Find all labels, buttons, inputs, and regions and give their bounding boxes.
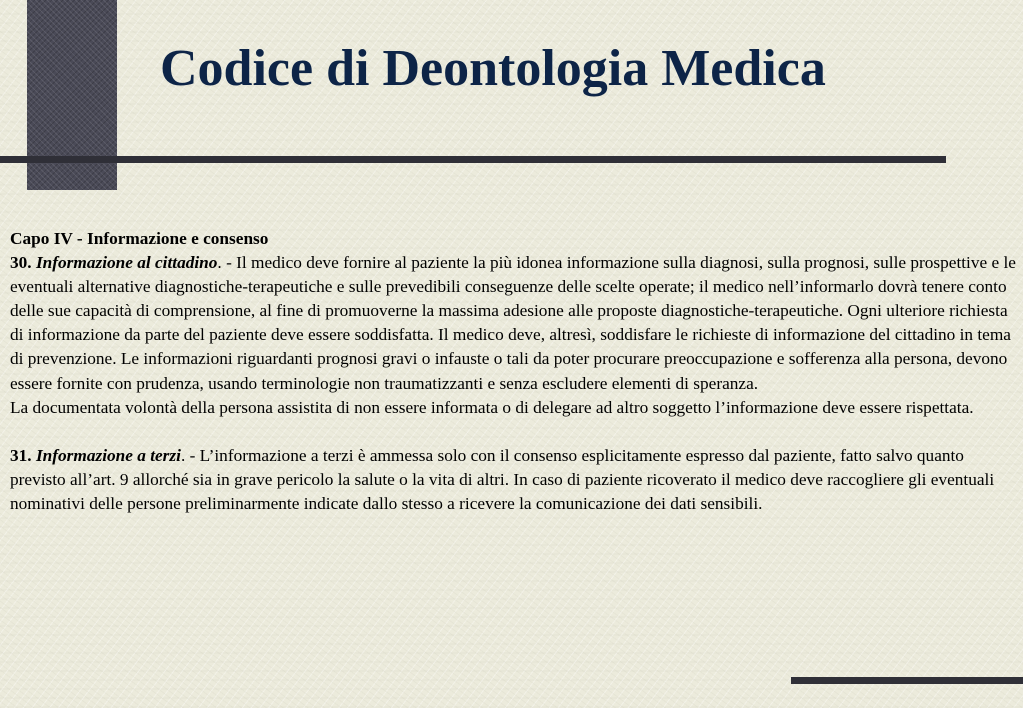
article-30-text-1: . - Il medico deve fornire al paziente la più idonea informazione sulla diagnosi, sulla prognosi, sulle prospettive e le eventuali alternative diagnostiche-terapeutiche e sulle prevedibili conseguenze delle scelte operate; il medico nell’informarlo dovrà tenere conto delle sue capacità di comprensione, al fine di promuoverne la massima adesione alle proposte diagnostiche-terapeutiche. Ogni ulteriore richiesta di informazione da parte del paziente deve essere soddisfatta. Il medico deve, altresì, soddisfare le richieste di informazione del cittadino in tema di prevenzione. Le informazioni riguardanti prognosi gravi o infauste o tali da poter procurare preoccupazione e sofferenza alla persona, devono essere fornite con prudenza, usando terminologie non traumatizzanti e senza escludere elementi di speranza. bbox=[10, 253, 1016, 393]
article-31-number: 31. bbox=[10, 445, 32, 465]
article-30-number: 30. bbox=[10, 253, 32, 273]
article-31-text-1: . - L’informazione a terzi è ammessa solo con il consenso esplicitamente espresso dal paziente, fatto salvo quanto previsto all’art. 9 allorché sia in grave pericolo la salute o la vita di altri. In caso di paziente ricoverato il medico deve raccogliere gli eventuali nominativi delle persone preliminarmente indicate dallo stesso a ricevere la comunicazione dei dati sensibili. bbox=[10, 445, 995, 513]
article-31-paragraph-1 bbox=[10, 444, 1016, 516]
page-title: Codice di Deontologia Medica bbox=[160, 40, 826, 97]
article-30-paragraph-1 bbox=[10, 251, 1016, 396]
title-divider-rule bbox=[0, 156, 946, 163]
paragraph-spacer bbox=[10, 420, 1016, 444]
chapter-heading: Capo IV - Informazione e consenso bbox=[10, 229, 269, 248]
article-30-heading: Informazione al cittadino bbox=[35, 253, 218, 273]
footer-accent-rule bbox=[791, 677, 1023, 684]
article-30-paragraph-2: La documentata volontà della persona assistita di non essere informata o di delegare ad altro soggetto l’informazione deve essere rispettata. bbox=[10, 397, 974, 417]
slide-body bbox=[10, 227, 1016, 516]
article-31-heading: Informazione a terzi bbox=[35, 445, 181, 465]
